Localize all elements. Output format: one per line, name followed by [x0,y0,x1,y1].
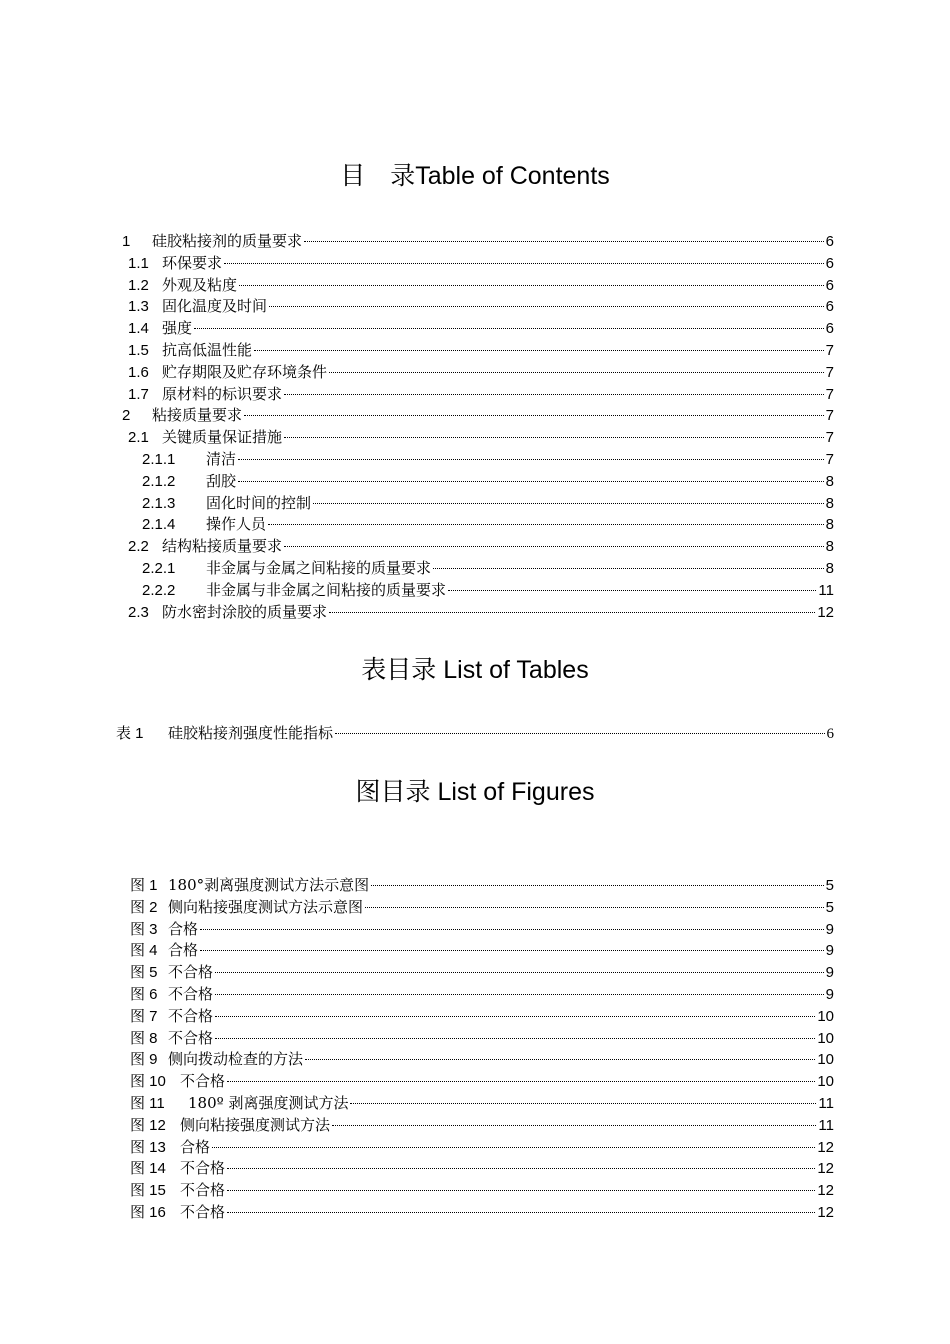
dot-leader [238,444,824,464]
figures-title: 不合格 [180,1203,226,1221]
dot-leader [200,914,824,934]
figures-number: 图 7 [130,1007,158,1025]
dot-leader [227,1153,815,1173]
figures-entry[interactable] [130,979,834,1003]
dot-leader [238,466,824,486]
figures-entry[interactable] [130,914,834,938]
contents-page-number: 8 [825,494,834,512]
contents-title: 抗高低温性能 [162,341,253,359]
contents-title: 结构粘接质量要求 [162,537,283,556]
dot-leader [350,1088,816,1108]
figures-number: 图 6 [130,986,158,1003]
figures-page-number: 12 [817,1182,834,1200]
contents-entry[interactable] [128,422,834,447]
figures-number: 图 16 [130,1204,166,1221]
contents-number: 1 [122,233,131,250]
dot-leader [365,892,824,912]
figures-number: 图 4 [130,942,158,960]
contents-title: 粘接质量要求 [152,406,243,425]
dot-leader [329,597,815,617]
contents-entry[interactable] [122,226,834,250]
dot-leader [371,870,824,890]
contents-title: 防水密封涂胶的质量要求 [162,602,328,621]
figures-page-number: 5 [825,877,834,894]
figures-page-number: 10 [817,1073,834,1091]
figures-title: 不合格 [180,1181,226,1200]
dot-leader [224,248,824,268]
contents-title: 外观及粘度 [162,275,238,294]
dot-leader [332,1110,816,1130]
figures-entry[interactable] [130,892,834,916]
contents-page-number: 8 [825,538,834,556]
contents-page-number: 6 [825,320,834,338]
figures-page-number: 12 [817,1204,834,1221]
dot-leader [227,1175,815,1195]
contents-number: 2.1.1 [142,451,176,468]
figures-number: 图 8 [130,1029,158,1047]
contents-entry[interactable] [142,509,834,534]
figures-title: 不合格 [168,985,214,1003]
figures-number: 图 10 [130,1073,166,1091]
contents-page-number: 7 [825,385,834,403]
figures-page-number: 10 [817,1029,834,1047]
figures-title: 180º 剥离强度测试方法 [188,1094,349,1112]
contents-page-number: 6 [825,276,834,294]
figures-page-number: 12 [817,1160,834,1178]
dot-leader [215,957,824,977]
contents-number: 2 [122,407,131,425]
contents-title: 非金属与金属之间粘接的质量要求 [206,559,432,577]
figures-title: 180°剥离强度测试方法示意图 [168,876,370,894]
dot-leader [200,935,824,955]
dot-leader [212,1132,815,1152]
dot-leader [239,270,824,290]
contents-title: 环保要求 [162,253,223,272]
tables-page-number: 6 [826,726,834,742]
figures-entry[interactable] [130,1066,834,1091]
figures-heading: 图目录 List of Figures [355,778,595,806]
dot-leader [215,979,824,999]
figures-page-number: 9 [825,920,834,938]
contents-entry[interactable] [128,313,834,338]
contents-title: 原材料的标识要求 [162,384,283,403]
figures-entry[interactable] [130,1132,834,1156]
figures-number: 图 11 [130,1095,165,1112]
dot-leader [194,313,824,333]
contents-entry[interactable] [142,488,834,512]
figures-page-number: 10 [817,1051,834,1069]
contents-entry[interactable] [142,444,834,468]
contents-title: 硅胶粘接剂的质量要求 [152,232,303,250]
contents-page-number: 6 [825,298,834,316]
contents-title: 固化温度及时间 [162,297,268,316]
contents-entry[interactable] [122,400,834,425]
contents-number: 2.1.3 [142,494,176,512]
contents-number: 2.2 [128,538,149,556]
contents-number: 1.3 [128,298,149,316]
figures-entry[interactable] [130,1001,834,1025]
dot-leader [304,226,824,246]
contents-entry[interactable] [128,357,834,381]
figures-page-number: 9 [825,942,834,960]
dot-leader [215,1023,815,1043]
tables-entry[interactable] [116,718,834,742]
dot-leader [254,335,824,355]
figures-page-number: 11 [818,1095,834,1112]
contents-title: 清洁 [206,450,237,468]
figures-number: 图 5 [130,964,158,982]
contents-entry[interactable] [128,270,834,294]
contents-number: 2.1 [128,429,149,447]
figures-title: 侧向拨动检查的方法 [168,1050,304,1069]
figures-entry[interactable] [130,1044,834,1069]
contents-page-number: 11 [818,581,834,599]
contents-entry[interactable] [128,531,834,556]
contents-title: 关键质量保证措施 [162,428,283,447]
contents-number: 1.1 [128,254,149,272]
figures-title: 不合格 [168,1006,214,1025]
contents-entry[interactable] [142,553,834,577]
dot-leader [448,575,816,595]
figures-page-number: 10 [817,1007,834,1025]
contents-number: 1.7 [128,385,149,403]
contents-page-number: 12 [817,603,834,621]
contents-number: 2.1.4 [142,516,176,534]
figures-entry[interactable] [130,1197,834,1221]
contents-page-number: 8 [825,560,834,577]
tables-number: 表 1 [116,725,144,742]
figures-title: 不合格 [168,1028,214,1047]
contents-number: 1.5 [128,342,149,359]
dot-leader [227,1197,815,1217]
dot-leader [227,1066,815,1086]
contents-page-number: 6 [825,254,834,272]
figures-number: 图 14 [130,1160,166,1178]
figures-number: 图 12 [130,1116,166,1134]
figures-entry[interactable] [130,870,834,894]
contents-number: 2.3 [128,603,149,621]
dot-leader [284,531,824,551]
dot-leader [313,488,824,508]
contents-number: 2.2.2 [142,581,176,599]
contents-title: 刮胶 [206,471,237,490]
figures-page-number: 11 [818,1116,834,1134]
contents-page-number: 7 [825,429,834,447]
dot-leader [269,291,824,311]
figures-page-number: 12 [817,1138,834,1156]
contents-entry[interactable] [128,379,834,403]
dot-leader [284,422,824,442]
figures-title: 合格 [168,941,199,960]
contents-page-number: 7 [825,342,834,359]
dot-leader [215,1001,815,1021]
contents-number: 1.2 [128,276,149,294]
figures-page-number: 5 [825,898,834,916]
figures-title: 合格 [168,919,199,938]
contents-entry[interactable] [128,248,834,272]
dot-leader [268,509,824,529]
contents-entry[interactable] [128,335,834,359]
figures-number: 图 2 [130,898,158,916]
dot-leader [433,553,824,573]
contents-number: 1.4 [128,320,149,338]
contents-title: 强度 [162,319,193,338]
figures-entry[interactable] [130,957,834,982]
dot-leader [335,718,824,738]
figures-number: 图 1 [130,877,158,894]
contents-number: 2.2.1 [142,560,176,577]
figures-entry[interactable] [130,1153,834,1178]
dot-leader [284,379,824,399]
figures-page-number: 9 [825,986,834,1003]
figures-entry[interactable] [130,1110,834,1134]
dot-leader [329,357,824,377]
contents-title: 操作人员 [206,515,267,534]
figures-entry[interactable] [130,1088,834,1112]
figures-title: 侧向粘接强度测试方法 [180,1115,331,1134]
figures-entry[interactable] [130,1175,834,1200]
contents-title: 非金属与非金属之间粘接的质量要求 [206,580,447,599]
figures-page-number: 9 [825,964,834,982]
tables-heading: 表目录 List of Tables [361,656,589,684]
contents-entry[interactable] [128,291,834,316]
dot-leader [305,1044,815,1064]
contents-page-number: 7 [825,363,834,381]
dot-leader [244,400,824,420]
contents-page-number: 7 [825,451,834,468]
tables-title: 硅胶粘接剂强度性能指标 [168,724,334,742]
contents-page-number: 8 [825,516,834,534]
figures-number: 图 15 [130,1182,166,1200]
contents-entry[interactable] [142,466,834,490]
figures-entry[interactable] [130,1023,834,1047]
contents-number: 2.1.2 [142,472,176,490]
contents-page-number: 8 [825,472,834,490]
figures-title: 合格 [180,1137,211,1156]
contents-title: 贮存期限及贮存环境条件 [162,362,328,381]
figures-number: 图 9 [130,1051,158,1069]
figures-title: 不合格 [180,1159,226,1178]
contents-entry[interactable] [128,597,834,621]
figures-number: 图 3 [130,920,158,938]
contents-entry[interactable] [142,575,834,599]
figures-number: 图 13 [130,1138,166,1156]
figures-entry[interactable] [130,935,834,960]
contents-title: 固化时间的控制 [206,493,312,512]
contents-page-number: 6 [825,233,834,250]
figures-title: 侧向粘接强度测试方法示意图 [168,897,364,916]
figures-title: 不合格 [180,1072,226,1091]
contents-number: 1.6 [128,363,149,381]
contents-heading: 目 录Table of Contents [340,162,610,190]
figures-title: 不合格 [168,963,214,982]
contents-page-number: 7 [825,407,834,425]
